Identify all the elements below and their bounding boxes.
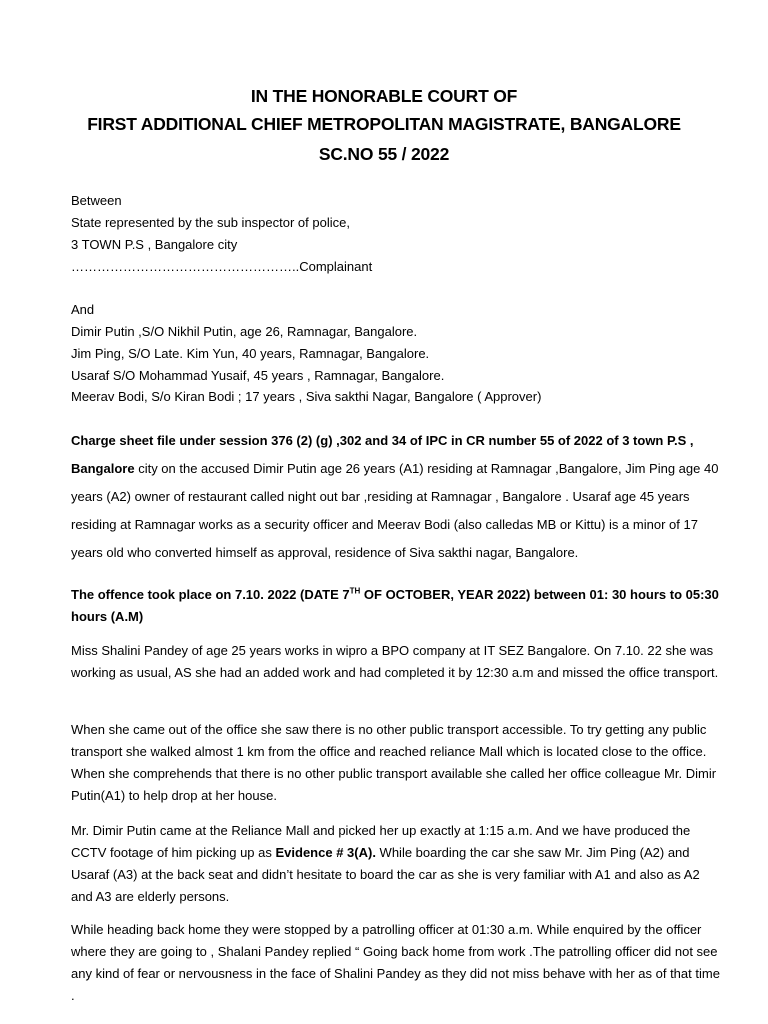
offence-heading-part2: OF OCTOBER, YEAR 2022) between 01: 30 hours to 05:30 hours (A.M) [71, 587, 719, 624]
accused-1: Dimir Putin ,S/O Nikhil Putin, age 26, Ramnagar, Bangalore. [71, 324, 418, 339]
offence-heading-sup: TH [349, 586, 361, 596]
complainant-line3: ……………………………………………..Complainant [71, 259, 373, 274]
accused-4: Meerav Bodi, S/o Kiran Bodi ; 17 years , Siva sakthi Nagar, Bangalore ( Approver) [71, 389, 542, 404]
evidence-reference: Evidence # 3(A). [275, 845, 376, 860]
and-label: And [71, 302, 95, 317]
court-heading-line2: FIRST ADDITIONAL CHIEF METROPOLITAN MAGISTRATE, BANGALORE [87, 114, 681, 134]
paragraph-3 [71, 820, 723, 908]
paragraph-3-part1: Mr. Dimir Putin came at the Reliance Mall and picked her up exactly at 1:15 a.m. And we have produced the CCTV footage of him picking up as [71, 823, 691, 860]
between-label: Between [71, 193, 122, 208]
offence-heading [71, 584, 723, 628]
paragraph-4: While heading back home they were stopped by a patrolling officer at 01:30 a.m. While enquired by the officer where they are going to , Shalani Pandey replied “ Going back home from work .The patrolling officer did not see any kind of fear or nervousness in the face of Shalini Pandey as they did not miss behave with her as of that time . [71, 922, 720, 1003]
paragraph-2: When she came out of the office she saw there is no other public transport accessible. To try getting any public transport she walked almost 1 km from the office and reached reliance Mall which is located close to the office. When she comprehends that there is no other public transport available she called her office colleague Mr. Dimir Putin(A1) to help drop at her house. [71, 722, 717, 803]
accused-2: Jim Ping, S/O Late. Kim Yun, 40 years, Ramnagar, Bangalore. [71, 346, 430, 361]
charge-sheet-paragraph [71, 427, 723, 567]
case-number: SC.NO 55 / 2022 [318, 144, 450, 164]
charge-sheet-body: city on the accused Dimir Putin age 26 years (A1) residing at Ramnagar ,Bangalore, Jim Ping age 40 years (A2) owner of restaurant called night out bar ,residing at Ramnagar , Bangalore . Usaraf age 45 years residing at Ramnagar works as a security officer and Meerav Bodi (also calledas MB or Kittu) is a minor of 17 years old who converted himself as approval, residence of Siva sakthi nagar, Bangalore. [71, 461, 719, 560]
accused-3: Usaraf S/O Mohammad Yusaif, 45 years , Ramnagar, Bangalore. [71, 368, 445, 383]
charge-sheet-lead: Charge sheet file under session 376 (2) (g) ,302 and 34 of IPC in CR number 55 of 2022 of 3 town P.S , Bangalore [71, 433, 694, 476]
complainant-line1: State represented by the sub inspector of police, [71, 215, 350, 230]
offence-heading-part1: The offence took place on 7.10. 2022 (DATE 7 [71, 587, 350, 602]
paragraph-1: Miss Shalini Pandey of age 25 years works in wipro a BPO company at IT SEZ Bangalore. On 7.10. 22 she was working as usual, AS she had an added work and had completed it by 12:30 a.m and missed the office transport. [71, 643, 719, 680]
complainant-line2: 3 TOWN P.S , Bangalore city [71, 237, 238, 252]
court-heading-line1: IN THE HONORABLE COURT OF [250, 86, 518, 106]
paragraph-3-part2: While boarding the car she saw Mr. Jim Ping (A2) and Usaraf (A3) at the back seat and didn’t hesitate to board the car as she is very familiar with A1 and also as A2 and A3 are elderly persons. [71, 845, 700, 904]
